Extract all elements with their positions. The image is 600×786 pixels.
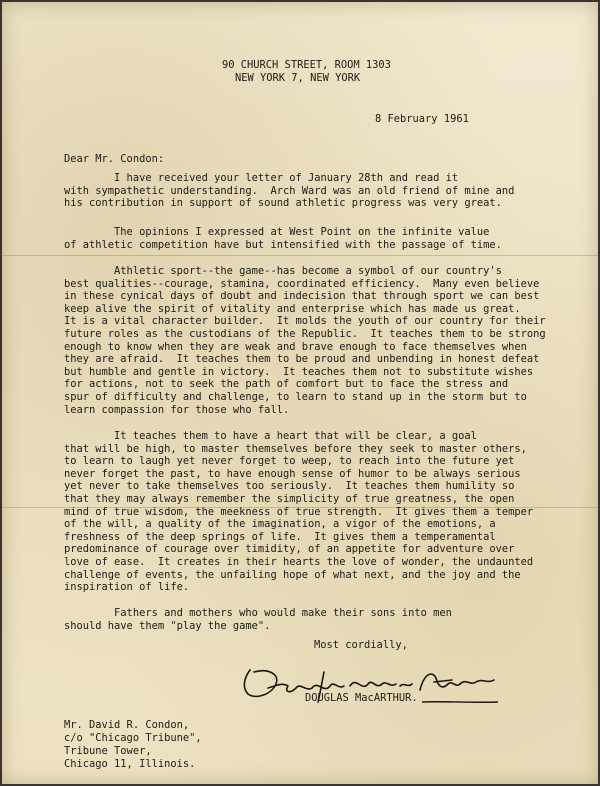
paragraph-4: It teaches them to have a heart that will be clear, a goal that will be high, to master themselves before they seek to master others, to learn to laugh yet never forget to weep, to reach into the future yet never forget the past, to have enough sense of humor to be always serious yet never to take themselves too seriously. It teaches them humility so that they may always remember the simplicity of true greatness, the open mind of true wisdom, the meekness of true strength. It gives them a temper of the will, a quality of the imagination, a vigor of the emotions, a freshness of the deep springs of life. It gives them a temperamental predominance of courage over timidity, of an appetite for adventure over love of ease. It creates in their hearts the love of wonder, the undaunted challenge of events, the unfailing hope of what next, and the joy and the inspiration of life.: [64, 430, 534, 594]
paragraph-3-wrap: [64, 265, 546, 416]
letterhead-address: 90 CHURCH STREET, ROOM 1303: [222, 59, 391, 71]
recipient-name: Mr. David R. Condon,: [64, 719, 190, 731]
paragraph-2-wrap: [64, 226, 502, 251]
recipient-city: Chicago 11, Illinois.: [64, 758, 196, 770]
paper-fold-line: [2, 255, 598, 256]
letter-date: 8 February 1961: [375, 113, 469, 125]
closing: Most cordially,: [314, 639, 408, 651]
recipient-care-of: c/o "Chicago Tribune",: [64, 732, 202, 744]
paragraph-4-wrap: [64, 430, 533, 594]
signature-underline: [420, 699, 500, 705]
letter-page: [2, 2, 598, 784]
paragraph-1: I have received your letter of January 28th and read it with sympathetic understanding. Arch Ward was an old friend of mine and his contribution in support of sound athletic progress was very great.: [64, 172, 515, 210]
paragraph-3: Athletic sport--the game--has become a symbol of our country's best qualities--courage, stamina, coordinated efficiency. Many even believe in these cynical days of doubt and indecision that through sport we can best keep alive the spirit of vitality and enterprise which has made us great. It is a vital character builder. It molds the youth of our country for their future roles as the custodians of the Republic. It teaches them to be strong enough to know when they are weak and brave enough to face themselves when they are afraid. It teaches them to be proud and unbending in honest defeat but humble and gentle in victory. It teaches them not to substitute wishes for actions, not to seek the path of comfort but to face the stress and spur of difficulty and challenge, to learn to stand up in the storm but to learn compassion for those who fall.: [64, 265, 546, 416]
salutation: Dear Mr. Condon:: [64, 153, 165, 165]
letterhead-city: NEW YORK 7, NEW YORK: [235, 72, 361, 84]
paragraph-1-wrap: [64, 172, 514, 210]
paragraph-5: Fathers and mothers who would make their sons into men should have them "play the game".: [64, 607, 452, 632]
recipient-building: Tribune Tower,: [64, 745, 152, 757]
paragraph-5-wrap: [64, 607, 452, 632]
paragraph-2: The opinions I expressed at West Point on the infinite value of athletic competition have but intensified with the passage of time.: [64, 226, 502, 251]
typed-signature-name: DOUGLAS MacARTHUR.: [305, 692, 418, 704]
